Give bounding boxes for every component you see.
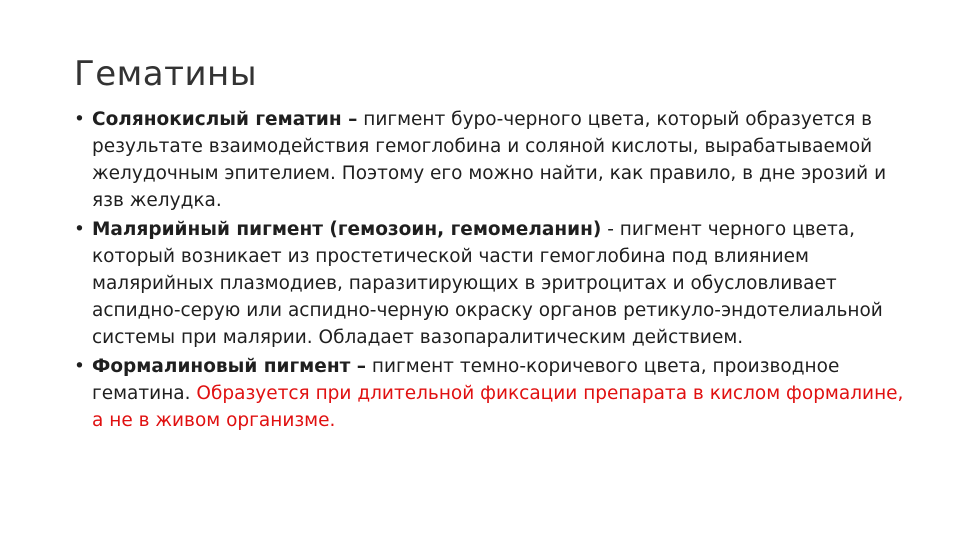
bullet-highlight-note: Образуется при длительной фиксации препарата в кислом формалине, а не в живом организме. — [92, 383, 904, 431]
bullet-text: - пигмент черного цвета, который возникает из простетической части гемоглобина под влиянием малярийных плазмодиев, паразитирующих в эритроцитах и обусловливает аспидно-серую или аспидно-черную окраску органов ретикуло-эндотелиальной системы при малярии. Обладает вазопаралитическим действием. — [92, 219, 883, 348]
bullet-item-formalin-pigment — [74, 353, 904, 434]
bullet-term: Формалиновый пигмент – — [92, 356, 367, 377]
bullet-text: пигмент буро-черного цвета, который образуется в результате взаимодействия гемоглобина и соляной кислоты, вырабатываемой желудочным эпителием. Поэтому его можно найти, как правило, в дне эрозий и язв желудка. — [92, 109, 887, 211]
bullet-item-malaria-pigment — [74, 216, 904, 351]
bullet-item-hydrochloric-hematin — [74, 106, 904, 214]
slide-title: Гематины — [74, 54, 258, 94]
bullet-term: Солянокислый гематин – — [92, 109, 358, 130]
bullet-text: пигмент темно-коричевого цвета, производное гематина. — [92, 356, 840, 404]
bullet-list — [74, 106, 904, 436]
bullet-term: Малярийный пигмент (гемозоин, гемомеланин) — [92, 219, 602, 240]
